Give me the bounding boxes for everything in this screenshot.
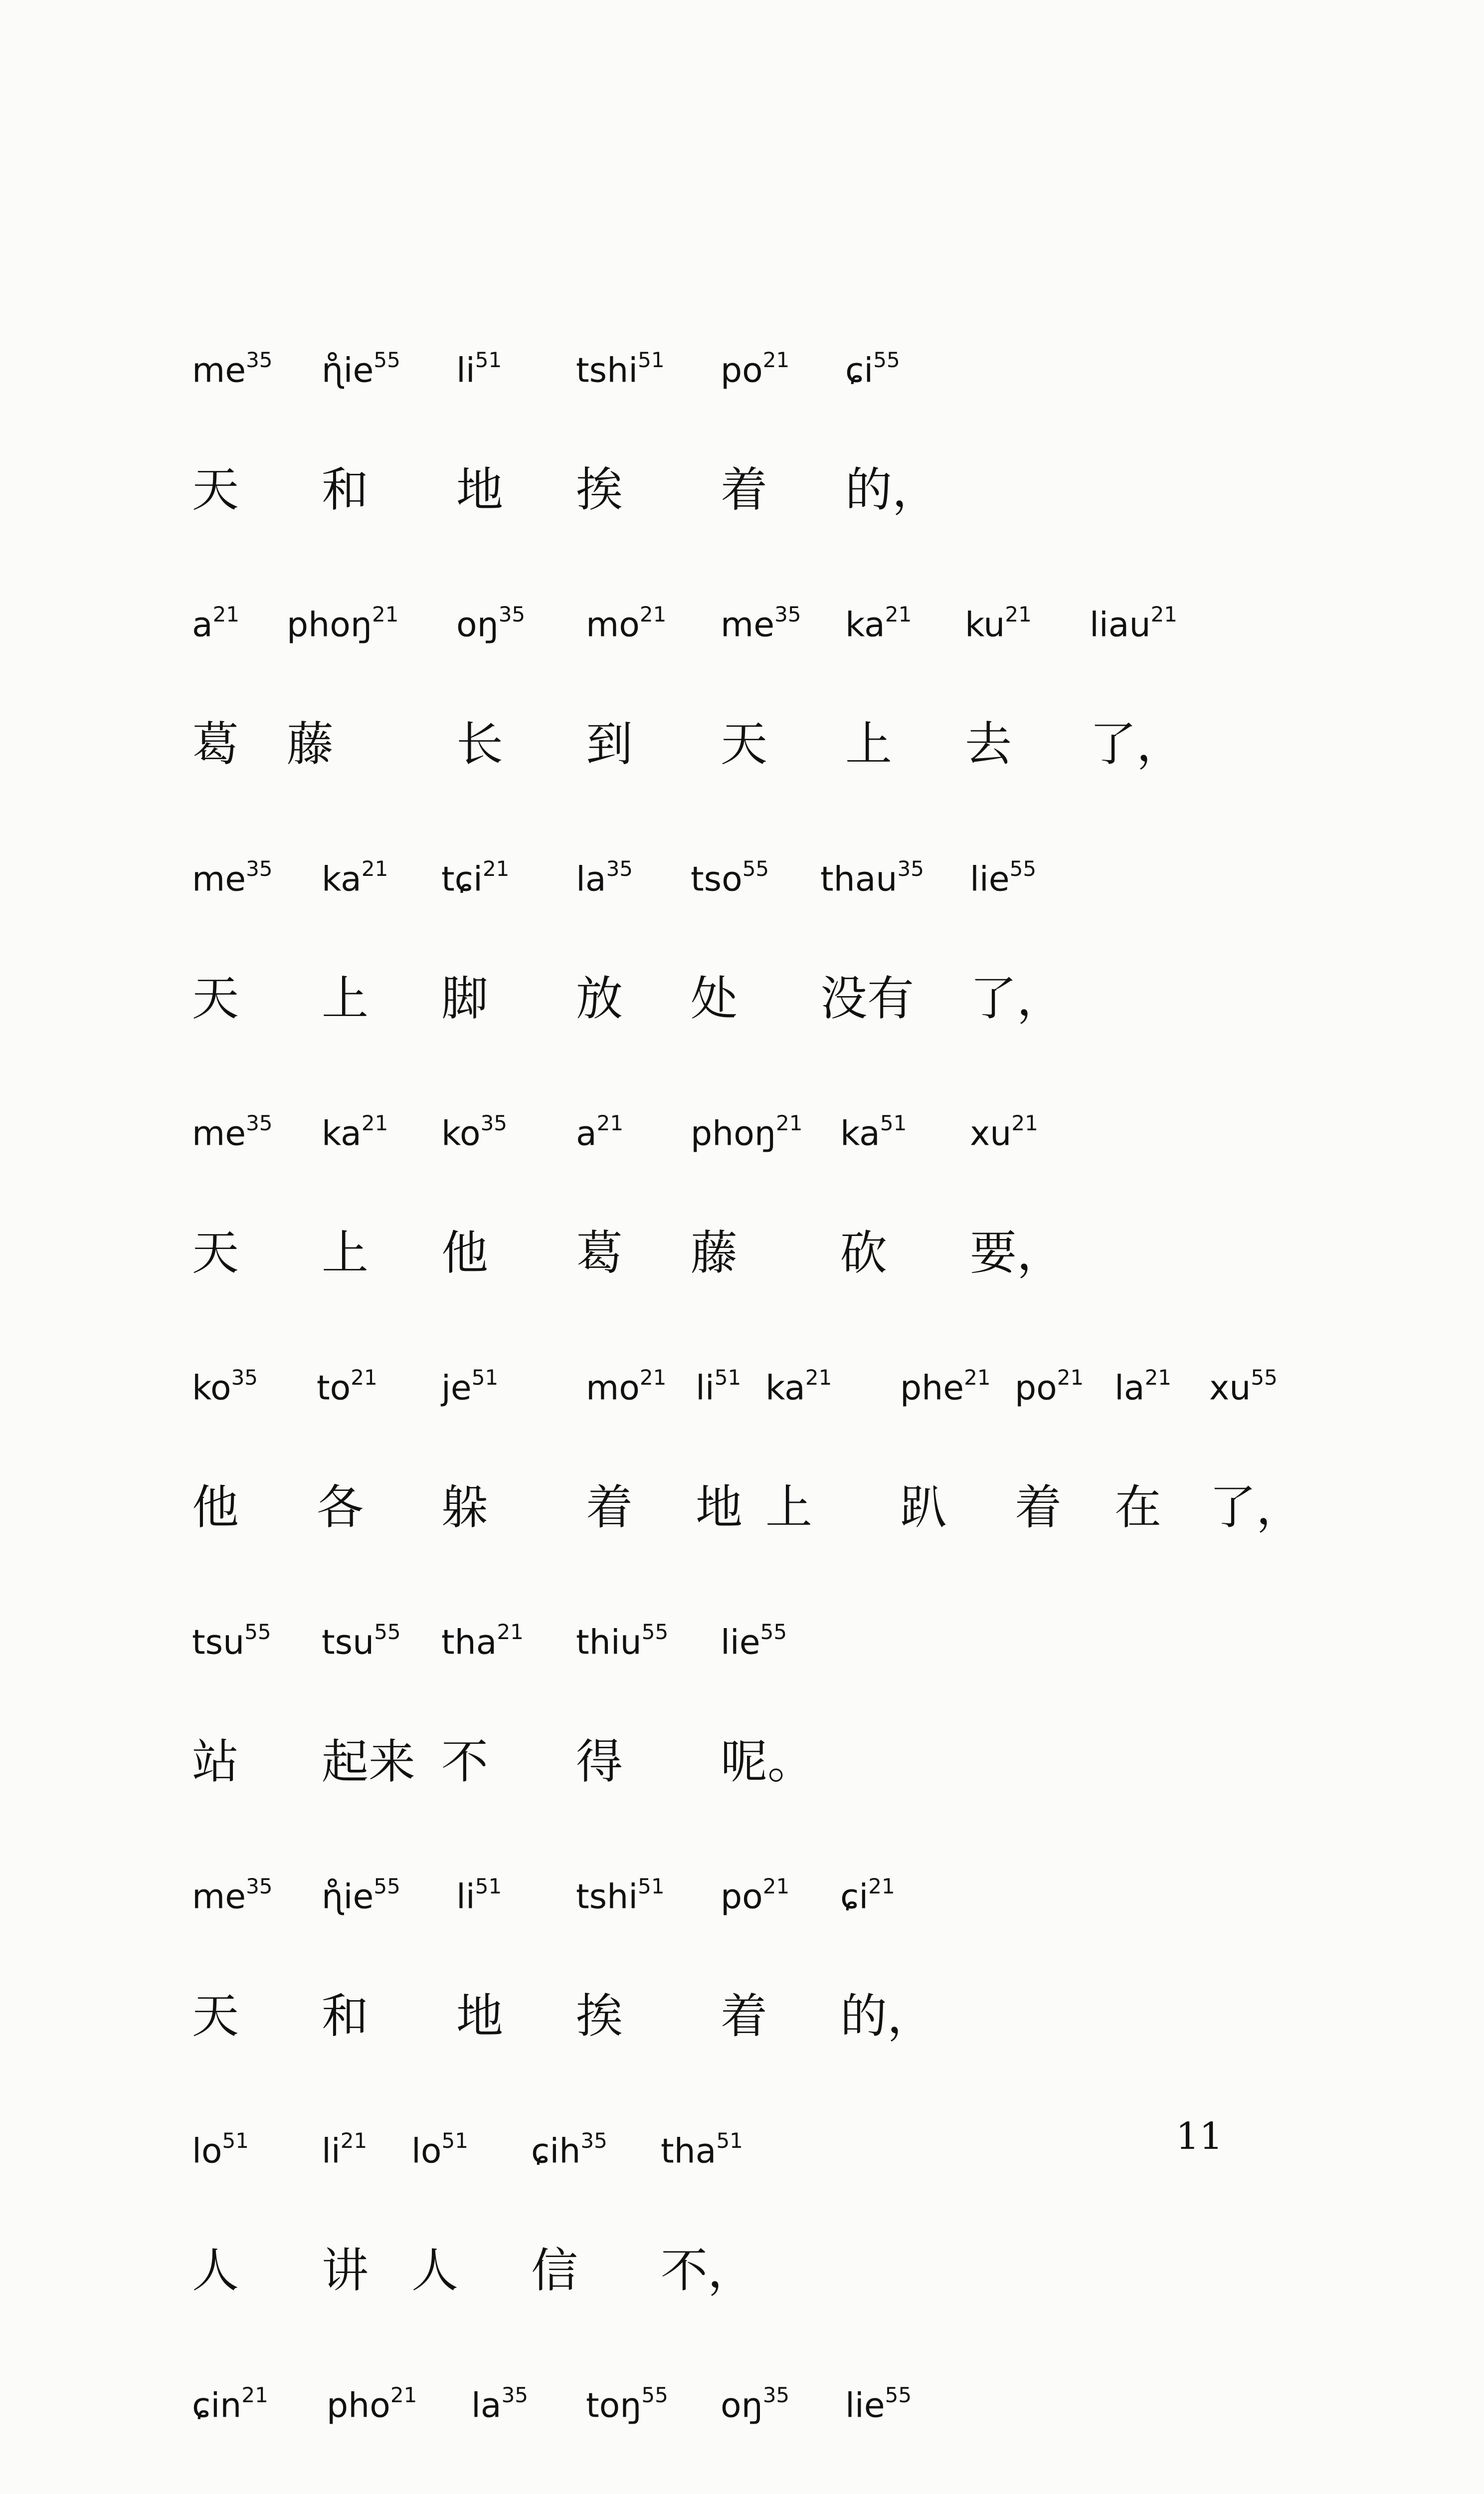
romanized-syllable: $ku^{21}$	[965, 602, 1032, 645]
romanized-syllable: phoŋ$^{21}$	[691, 1111, 803, 1154]
chinese-gloss: 地	[456, 1989, 504, 2044]
romanized-syllable: toŋ$^{55}$	[586, 2383, 668, 2426]
gloss-row	[192, 1698, 1339, 1826]
interlinear-line	[192, 1062, 1339, 1317]
romanized-syllable: pho$^{21}$	[327, 2383, 417, 2426]
romanized-syllable: $mo^{21}$	[586, 1365, 667, 1408]
gloss-row	[192, 1953, 1339, 2080]
romanized-syllable: $lo^{51}$	[192, 2128, 249, 2171]
chinese-gloss: 着	[1015, 1480, 1062, 1535]
chinese-gloss: 葛	[192, 717, 239, 772]
romanized-syllable: $ɳ̊ie^{55}$	[322, 348, 400, 391]
chinese-gloss: 的，	[840, 1989, 934, 2044]
chinese-gloss: 处	[691, 972, 738, 1026]
chinese-gloss: 砍	[840, 1226, 888, 1280]
romanized-syllable: $ka^{21}$	[322, 856, 388, 899]
romanized-syllable: tshi$^{51}$	[576, 348, 665, 391]
chinese-gloss: 天	[192, 972, 239, 1026]
interlinear-line	[192, 1571, 1339, 1826]
chinese-gloss: 上	[765, 1480, 813, 1535]
romanized-syllable: liau$^{21}$	[1090, 602, 1178, 645]
romanized-syllable: ɕi$^{55}$	[845, 348, 900, 391]
romanized-syllable: tha$^{51}$	[661, 2128, 743, 2171]
chinese-gloss: 到	[586, 717, 633, 772]
romanized-syllable: $to^{21}$	[317, 1365, 377, 1408]
romanized-syllable: lie$^{55}$	[721, 1620, 787, 1663]
romanized-syllable: $ka^{51}$	[840, 1111, 907, 1154]
romanized-syllable: $a^{21}$	[192, 602, 240, 645]
interlinear-line	[192, 554, 1339, 808]
romanized-syllable: $po^{21}$	[721, 1874, 790, 1917]
chinese-gloss: 他	[192, 1480, 239, 1535]
chinese-gloss: 放	[576, 972, 623, 1026]
romanized-syllable: phe$^{21}$	[900, 1365, 991, 1408]
interlinear-line	[192, 2334, 1339, 2494]
romanization-row	[192, 2334, 1339, 2462]
romanized-syllable: $la^{21}$	[1114, 1365, 1172, 1408]
romanized-syllable: $li^{51}$	[696, 1365, 742, 1408]
romanized-syllable: ɕi$^{21}$	[840, 1874, 895, 1917]
romanized-syllable: lie$^{55}$	[970, 856, 1037, 899]
romanized-syllable: thiu$^{55}$	[576, 1620, 669, 1663]
romanized-syllable: $po^{21}$	[721, 348, 790, 391]
chinese-gloss: 各	[317, 1480, 364, 1535]
romanization-row	[192, 299, 1339, 426]
romanization-row	[192, 1826, 1339, 1953]
romanized-syllable: tso$^{55}$	[691, 856, 769, 899]
romanization-row	[192, 808, 1339, 935]
romanized-syllable: $xu^{55}$	[1209, 1365, 1278, 1408]
romanized-syllable: phoŋ$^{21}$	[287, 602, 399, 645]
romanized-syllable: $me^{35}$	[192, 856, 273, 899]
romanized-syllable: $po^{21}$	[1015, 1365, 1084, 1408]
chinese-gloss: 上	[322, 972, 369, 1026]
page-number: 11	[1176, 2115, 1223, 2158]
romanization-row	[192, 2080, 1339, 2207]
chinese-gloss: 挨	[576, 463, 623, 517]
romanized-syllable: $la^{35}$	[576, 856, 633, 899]
chinese-gloss: 上	[322, 1226, 369, 1280]
chinese-gloss: 趴	[900, 1480, 947, 1535]
chinese-gloss: 站	[192, 1735, 239, 1789]
chinese-gloss: 躲	[441, 1480, 489, 1535]
chinese-gloss: 要，	[970, 1226, 1064, 1280]
interlinear-line	[192, 299, 1339, 554]
chinese-gloss	[327, 2462, 373, 2494]
chinese-gloss: 天	[192, 1989, 239, 2044]
romanized-syllable: $ɳ̊ie^{55}$	[322, 1874, 400, 1917]
romanized-syllable: $me^{35}$	[192, 1111, 273, 1154]
romanized-syllable: ɕin$^{21}$	[192, 2383, 268, 2426]
romanized-syllable: $me^{35}$	[192, 348, 273, 391]
interlinear-line	[192, 1317, 1339, 1571]
chinese-gloss: 起来	[322, 1735, 416, 1789]
romanized-syllable: thau$^{35}$	[820, 856, 924, 899]
chinese-gloss: 得	[576, 1735, 623, 1789]
interlinear-line	[192, 2080, 1339, 2334]
romanized-syllable: $oŋ^{35}$	[456, 602, 526, 645]
gloss-row	[192, 426, 1339, 554]
chinese-gloss: 天	[721, 717, 768, 772]
romanized-syllable: tsu$^{55}$	[192, 1620, 271, 1663]
chinese-gloss: 着	[721, 1989, 768, 2044]
chinese-gloss: 挨	[576, 1989, 623, 2044]
gloss-row	[192, 2462, 1339, 2494]
gloss-row	[192, 935, 1339, 1062]
chinese-gloss: 天	[192, 463, 239, 517]
chinese-gloss	[192, 2462, 239, 2494]
chinese-gloss: 地	[456, 463, 504, 517]
romanized-syllable: $li^{51}$	[456, 348, 502, 391]
romanized-syllable: ɕih$^{35}$	[531, 2128, 607, 2171]
chinese-gloss: 他	[441, 1226, 489, 1280]
romanized-syllable: $li^{51}$	[456, 1874, 502, 1917]
interlinear-text	[192, 299, 1339, 2494]
romanized-syllable: $mo^{21}$	[586, 602, 667, 645]
chinese-gloss: 的，	[845, 463, 939, 517]
chinese-gloss: 着	[586, 1480, 633, 1535]
chinese-gloss: 藤	[287, 717, 334, 772]
chinese-gloss	[471, 2462, 518, 2494]
romanized-syllable: $me^{35}$	[192, 1874, 273, 1917]
chinese-gloss: 藤	[691, 1226, 738, 1280]
interlinear-line	[192, 808, 1339, 1062]
chinese-gloss: 了，	[1090, 717, 1184, 772]
romanized-syllable: $ka^{21}$	[322, 1111, 388, 1154]
chinese-gloss: 长	[456, 717, 504, 772]
chinese-gloss: 在	[1114, 1480, 1162, 1535]
romanized-syllable: $xu^{21}$	[970, 1111, 1038, 1154]
gloss-row	[192, 1444, 1339, 1571]
romanization-row	[192, 554, 1339, 681]
romanization-row	[192, 1062, 1339, 1190]
romanized-syllable: $ko^{35}$	[441, 1111, 508, 1154]
chinese-gloss: 和	[322, 463, 369, 517]
romanized-syllable: $me^{35}$	[721, 602, 801, 645]
romanized-syllable: $la^{35}$	[471, 2383, 529, 2426]
chinese-gloss: 上	[845, 717, 893, 772]
romanized-syllable: $ka^{21}$	[845, 602, 912, 645]
chinese-gloss: 葛	[576, 1226, 623, 1280]
chinese-gloss: 天	[192, 1226, 239, 1280]
chinese-gloss	[721, 2462, 767, 2494]
chinese-gloss: 了，	[1209, 1480, 1303, 1535]
romanized-syllable: tshi$^{51}$	[576, 1874, 665, 1917]
chinese-gloss: 去	[965, 717, 1012, 772]
chinese-gloss: 和	[322, 1989, 369, 2044]
romanization-row	[192, 1571, 1339, 1698]
chinese-gloss: 着	[721, 463, 768, 517]
romanized-syllable: tha$^{21}$	[441, 1620, 524, 1663]
chinese-gloss: 信	[531, 2244, 578, 2298]
chinese-gloss: 不，	[661, 2244, 755, 2298]
chinese-gloss: 人	[411, 2244, 459, 2298]
chinese-gloss: 呢。	[721, 1735, 815, 1789]
romanized-syllable: $ko^{35}$	[192, 1365, 258, 1408]
romanized-syllable: tsu$^{55}$	[322, 1620, 401, 1663]
romanized-syllable: $a^{21}$	[576, 1111, 624, 1154]
romanized-syllable: $je^{51}$	[441, 1365, 499, 1408]
chinese-gloss: 地	[696, 1480, 743, 1535]
romanized-syllable: tɕi$^{21}$	[441, 856, 510, 899]
romanized-syllable: lie$^{55}$	[845, 2383, 912, 2426]
chinese-gloss	[586, 2462, 633, 2494]
chinese-gloss: 没有	[820, 972, 915, 1026]
romanized-syllable: $oŋ^{35}$	[721, 2383, 790, 2426]
gloss-row	[192, 2207, 1339, 2334]
chinese-gloss: 人	[192, 2244, 239, 2298]
romanized-syllable: $li^{21}$	[322, 2128, 368, 2171]
gloss-row	[192, 1190, 1339, 1317]
chinese-gloss: 了，	[970, 972, 1064, 1026]
chinese-gloss: 不	[441, 1735, 489, 1789]
romanized-syllable: $ka^{21}$	[765, 1365, 832, 1408]
romanized-syllable: $lo^{51}$	[411, 2128, 468, 2171]
romanization-row	[192, 1317, 1339, 1444]
chinese-gloss	[845, 2462, 939, 2494]
chinese-gloss: 脚	[441, 972, 489, 1026]
gloss-row	[192, 681, 1339, 808]
interlinear-line	[192, 1826, 1339, 2080]
chinese-gloss: 讲	[322, 2244, 369, 2298]
